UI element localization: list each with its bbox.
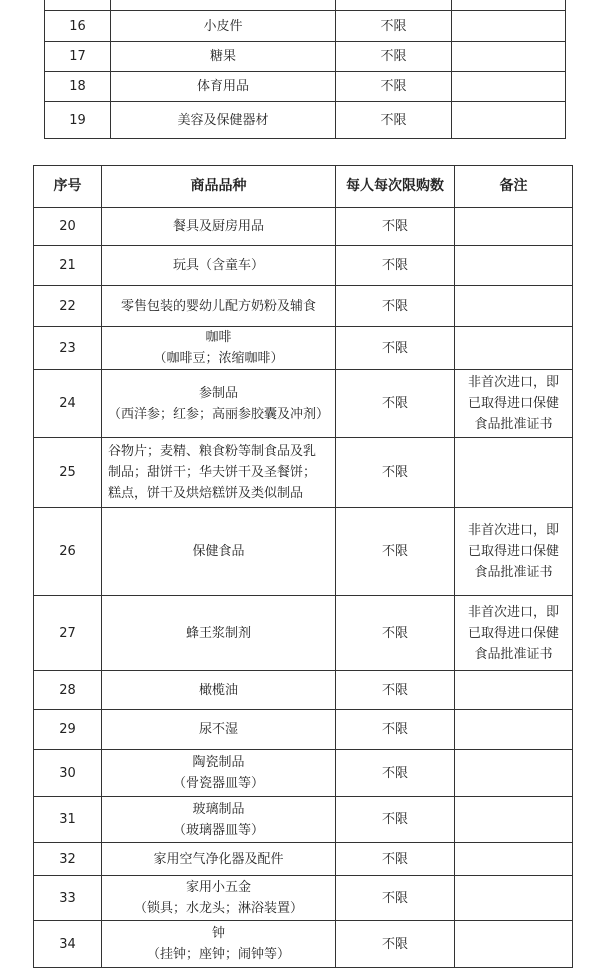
product-category-line: 保健食品 (192, 544, 245, 559)
serial-no-cell: 23 (34, 327, 102, 370)
purchase-limit-cell: 不限 (336, 671, 455, 710)
product-category-cell (111, 0, 336, 11)
remarks-line: 非首次进口，即 (467, 375, 559, 390)
product-category-cell (102, 843, 336, 876)
remarks-cell (455, 750, 573, 797)
product-category-line: 小皮件 (203, 18, 243, 34)
product-category-line: （西洋参；红参；高丽参胶囊及冲剂） (108, 406, 330, 422)
purchase-limit-cell: 不限 (336, 438, 455, 508)
purchase-limit-cell: 不限 (336, 72, 452, 102)
serial-no-cell: 18 (45, 72, 111, 102)
product-category-line: 谷物片；麦精、粮食粉等制食品及乳 (108, 444, 317, 459)
product-limit-table-part-1 (44, 0, 566, 139)
product-category-cell (102, 671, 336, 710)
table-row (34, 671, 573, 710)
purchase-limit-cell: 不限 (336, 246, 455, 286)
remarks-cell (455, 370, 573, 438)
serial-no-cell: 32 (34, 843, 102, 876)
product-limit-table-part-2 (33, 165, 573, 968)
product-category-line: 糕点，饼干及烘焙糕饼及类似制品 (108, 486, 304, 501)
serial-no-cell: 27 (34, 596, 102, 671)
product-category-line: 零售包装的婴幼儿配方奶粉及辅食 (120, 298, 316, 314)
product-category-cell (102, 246, 336, 286)
serial-no-cell: 33 (34, 876, 102, 921)
table-row (34, 208, 573, 246)
product-category-line: 美容及保健器材 (177, 112, 269, 128)
table-row (34, 246, 573, 286)
header-serial-no: 序号 (34, 166, 102, 208)
product-category-cell (102, 327, 336, 370)
purchase-limit-cell: 不限 (336, 42, 452, 72)
serial-no-cell: 29 (34, 710, 102, 750)
serial-no-cell: 25 (34, 438, 102, 508)
remarks-cell (455, 671, 573, 710)
purchase-limit-cell: 不限 (336, 843, 455, 876)
purchase-limit-cell: 不限 (336, 370, 455, 438)
remarks-cell (455, 208, 573, 246)
remarks-cell (455, 286, 573, 327)
remarks-cell (455, 797, 573, 843)
product-category-line: 家用空气净化器及配件 (153, 851, 284, 867)
header-remarks: 备注 (455, 166, 573, 208)
table-row (34, 710, 573, 750)
purchase-limit-cell: 不限 (336, 508, 455, 596)
product-category-line: （咖啡豆；浓缩咖啡） (153, 351, 284, 366)
product-category-line: 糖果 (209, 49, 236, 64)
remarks-line: 非首次进口，即 (467, 523, 559, 538)
product-category-cell (102, 438, 336, 508)
table-row (45, 42, 566, 72)
purchase-limit-cell: 不限 (336, 102, 452, 139)
remarks-cell (455, 246, 573, 286)
header-product-category: 商品品种 (102, 166, 336, 208)
table-header-row (34, 166, 573, 208)
table-row (34, 843, 573, 876)
remarks-cell (455, 710, 573, 750)
product-category-cell (111, 11, 336, 42)
purchase-limit-cell: 不限 (336, 797, 455, 843)
product-category-line: 制品；甜饼干；华夫饼干及圣餐饼； (108, 465, 317, 480)
table-row (34, 876, 573, 921)
product-category-cell (102, 208, 336, 246)
product-category-cell (111, 72, 336, 102)
product-category-cell (102, 596, 336, 671)
purchase-limit-cell: 不限 (336, 286, 455, 327)
remarks-line: 已取得进口保健 (467, 396, 559, 411)
table-row (34, 286, 573, 327)
remarks-cell (455, 876, 573, 921)
remarks-cell (452, 72, 566, 102)
remarks-cell (455, 596, 573, 671)
table-row (34, 327, 573, 370)
serial-no-cell: 30 (34, 750, 102, 797)
purchase-limit-cell: 不限 (336, 921, 455, 968)
product-category-cell (102, 797, 336, 843)
product-category-line: 餐具及厨房用品 (172, 219, 264, 234)
product-category-line: 玻璃制品 (192, 801, 245, 817)
table-row (34, 921, 573, 968)
remarks-cell (452, 11, 566, 42)
remarks-cell (452, 0, 566, 11)
serial-no-cell: 28 (34, 671, 102, 710)
serial-no-cell: 34 (34, 921, 102, 968)
product-category-cell (102, 370, 336, 438)
serial-no-cell: 21 (34, 246, 102, 286)
remarks-cell (452, 102, 566, 139)
product-category-line: （锁具；水龙头；淋浴装置） (133, 901, 303, 916)
product-category-line: 咖啡 (205, 330, 232, 345)
product-category-cell (102, 750, 336, 797)
product-category-cell (102, 710, 336, 750)
serial-no-cell: 31 (34, 797, 102, 843)
remarks-cell (455, 843, 573, 876)
product-category-cell (102, 508, 336, 596)
serial-no-cell: 16 (45, 11, 111, 42)
product-category-line: 尿不湿 (198, 722, 238, 737)
product-category-line: 玩具（含童车） (172, 258, 264, 273)
product-category-line: 橄榄油 (198, 682, 238, 698)
serial-no-cell: 20 (34, 208, 102, 246)
remarks-line: 已取得进口保健 (467, 544, 559, 559)
product-category-cell (102, 921, 336, 968)
product-category-cell (111, 102, 336, 139)
product-category-line: 陶瓷制品 (192, 755, 245, 770)
purchase-limit-cell: 不限 (336, 876, 455, 921)
product-category-line: 蜂王浆制剂 (185, 625, 251, 641)
table-row (34, 370, 573, 438)
remarks-line: 食品批准证书 (474, 646, 553, 662)
serial-no-cell: 22 (34, 286, 102, 327)
serial-no-cell: 17 (45, 42, 111, 72)
remarks-line: 已取得进口保健 (467, 625, 559, 641)
product-category-cell (102, 286, 336, 327)
product-category-line: 参制品 (198, 385, 238, 401)
table-row (34, 508, 573, 596)
table-row (45, 102, 566, 139)
product-category-line: （玻璃器皿等） (172, 822, 264, 838)
table-row (34, 750, 573, 797)
table-row (45, 72, 566, 102)
serial-no-cell: 24 (34, 370, 102, 438)
purchase-limit-cell: 不限 (336, 596, 455, 671)
remarks-line: 食品批准证书 (474, 417, 553, 432)
product-category-cell (102, 876, 336, 921)
purchase-limit-cell: 不限 (336, 11, 452, 42)
header-purchase-limit: 每人每次限购数 (336, 166, 455, 208)
table-row (45, 11, 566, 42)
purchase-limit-cell: 不限 (336, 327, 455, 370)
product-category-cell (111, 42, 336, 72)
product-category-line: 钟 (211, 926, 225, 941)
remarks-line: 食品批准证书 (474, 565, 553, 580)
purchase-limit-cell: 不限 (336, 208, 455, 246)
product-category-line: 家用小五金 (185, 880, 251, 895)
remarks-cell (455, 508, 573, 596)
purchase-limit-cell: 不限 (336, 710, 455, 750)
product-category-line: （挂钟；座钟；闹钟等） (146, 947, 290, 962)
product-category-line: 体育用品 (196, 79, 249, 94)
table-row (45, 0, 566, 11)
serial-no-cell: 19 (45, 102, 111, 139)
remarks-line: 非首次进口，即 (467, 604, 559, 620)
table-row (34, 596, 573, 671)
table-row (34, 438, 573, 508)
purchase-limit-cell (336, 0, 452, 11)
product-category-line: （骨瓷器皿等） (172, 776, 264, 791)
remarks-cell (452, 42, 566, 72)
serial-no-cell (45, 0, 111, 11)
table-row (34, 797, 573, 843)
remarks-cell (455, 921, 573, 968)
serial-no-cell: 26 (34, 508, 102, 596)
remarks-cell (455, 327, 573, 370)
purchase-limit-cell: 不限 (336, 750, 455, 797)
remarks-cell (455, 438, 573, 508)
